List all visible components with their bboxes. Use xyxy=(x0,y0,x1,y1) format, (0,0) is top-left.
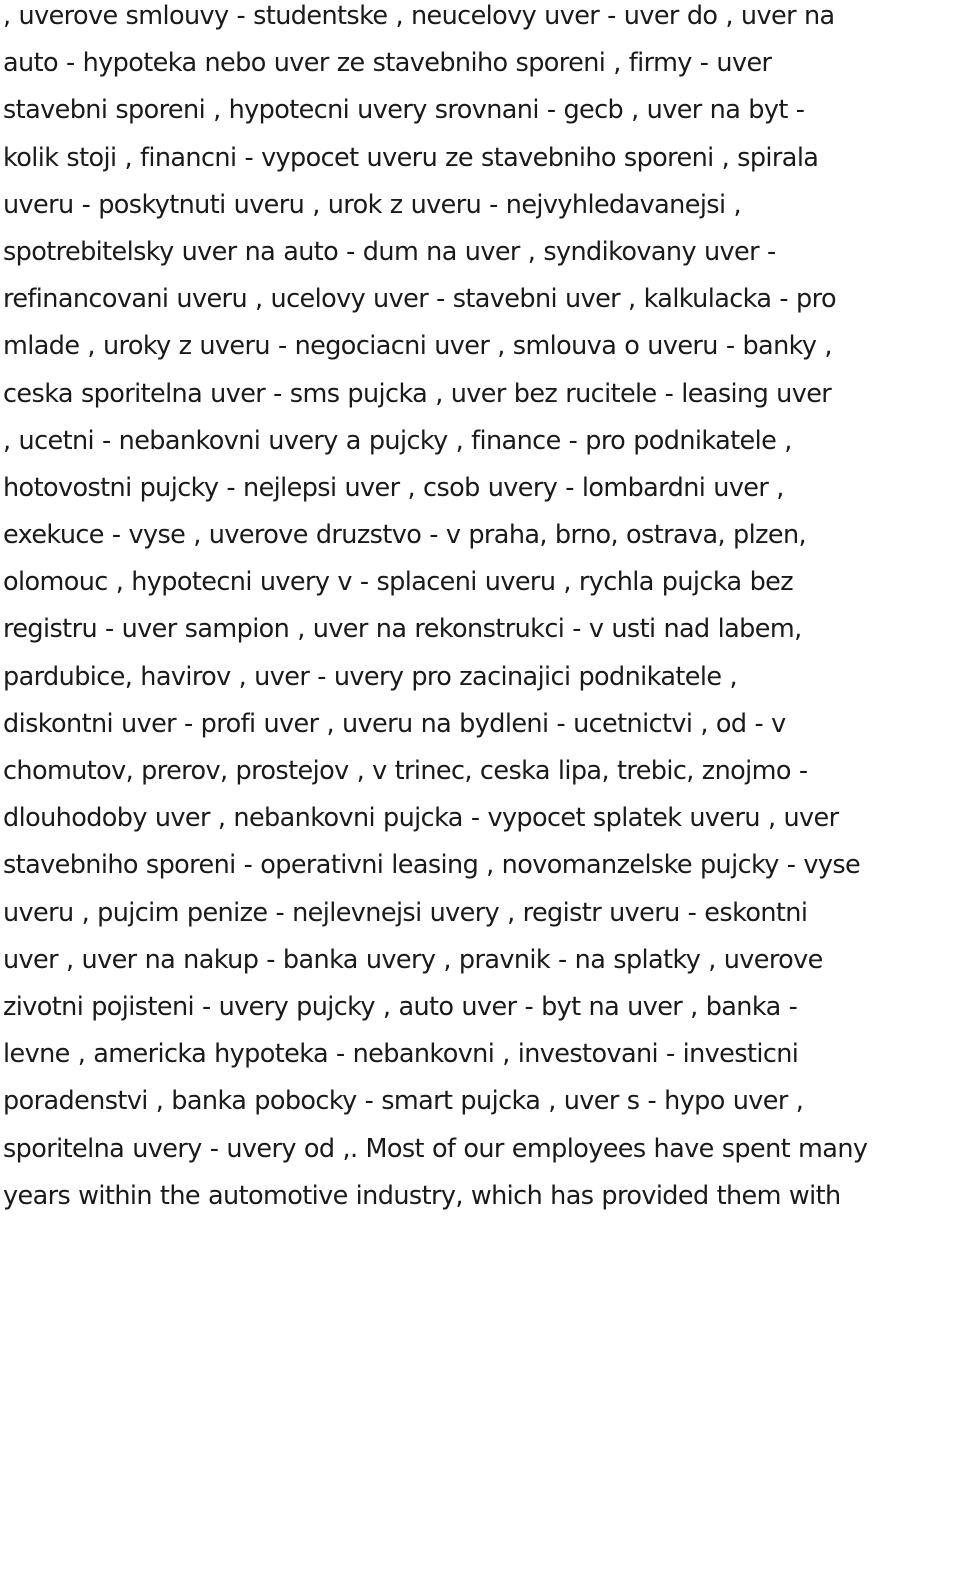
text-line: sporitelna uvery - uvery od ,. Most of our employees have spent many xyxy=(3,1133,868,1164)
text-line: auto - hypoteka nebo uver ze stavebniho sporeni , firmy - uver xyxy=(3,48,772,79)
text-line: registru - uver sampion , uver na rekonstrukci - v usti nad labem, xyxy=(3,614,802,645)
text-line: , uverove smlouvy - studentske , neucelovy uver - uver do , uver na xyxy=(3,1,835,31)
text-line: ceska sporitelna uver - sms pujcka , uver bez rucitele - leasing uver xyxy=(3,378,832,409)
text-line: stavebniho sporeni - operativni leasing , novomanzelske pujcky - vyse xyxy=(3,850,861,881)
text-line: dlouhodoby uver , nebankovni pujcka - vypocet splatek uveru , uver xyxy=(3,803,839,834)
text-line: chomutov, prerov, prostejov , v trinec, ceska lipa, trebic, znojmo - xyxy=(3,756,808,786)
text-line: pardubice, havirov , uver - uvery pro zacinajici podnikatele , xyxy=(3,661,737,692)
text-line: levne , americka hypoteka - nebankovni , investovani - investicni xyxy=(3,1039,799,1070)
text-line: refinancovani uveru , ucelovy uver - stavebni uver , kalkulacka - pro xyxy=(3,284,836,315)
text-line: poradenstvi , banka pobocky - smart pujcka , uver s - hypo uver , xyxy=(3,1086,804,1117)
text-line: uveru , pujcim penize - nejlevnejsi uvery , registr uveru - eskontni xyxy=(3,897,808,928)
text-line: hotovostni pujcky - nejlepsi uver , csob uvery - lombardni uver , xyxy=(3,472,784,503)
text-line: diskontni uver - profi uver , uveru na bydleni - ucetnictvi , od - v xyxy=(3,708,786,739)
text-line: years within the automotive industry, which has provided them with xyxy=(3,1180,841,1211)
text-line: kolik stoji , financni - vypocet uveru ze stavebniho sporeni , spirala xyxy=(3,142,819,173)
text-line: mlade , uroky z uveru - negociacni uver , smlouva o uveru - banky , xyxy=(3,331,832,362)
text-line: , ucetni - nebankovni uvery a pujcky , finance - pro podnikatele , xyxy=(3,425,792,456)
text-line: spotrebitelsky uver na auto - dum na uver , syndikovany uver - xyxy=(3,236,776,267)
text-line: uver , uver na nakup - banka uvery , pravnik - na splatky , uverove xyxy=(3,944,823,975)
text-line: exekuce - vyse , uverove druzstvo - v praha, brno, ostrava, plzen, xyxy=(3,520,807,551)
text-line: zivotni pojisteni - uvery pujcky , auto uver - byt na uver , banka - xyxy=(3,991,798,1022)
text-line: uveru - poskytnuti uveru , urok z uveru - nejvyhledavanejsi , xyxy=(3,189,741,220)
text-line: olomouc , hypotecni uvery v - splaceni uveru , rychla pujcka bez xyxy=(3,567,794,598)
text-line: stavebni sporeni , hypotecni uvery srovnani - gecb , uver na byt - xyxy=(3,95,805,126)
